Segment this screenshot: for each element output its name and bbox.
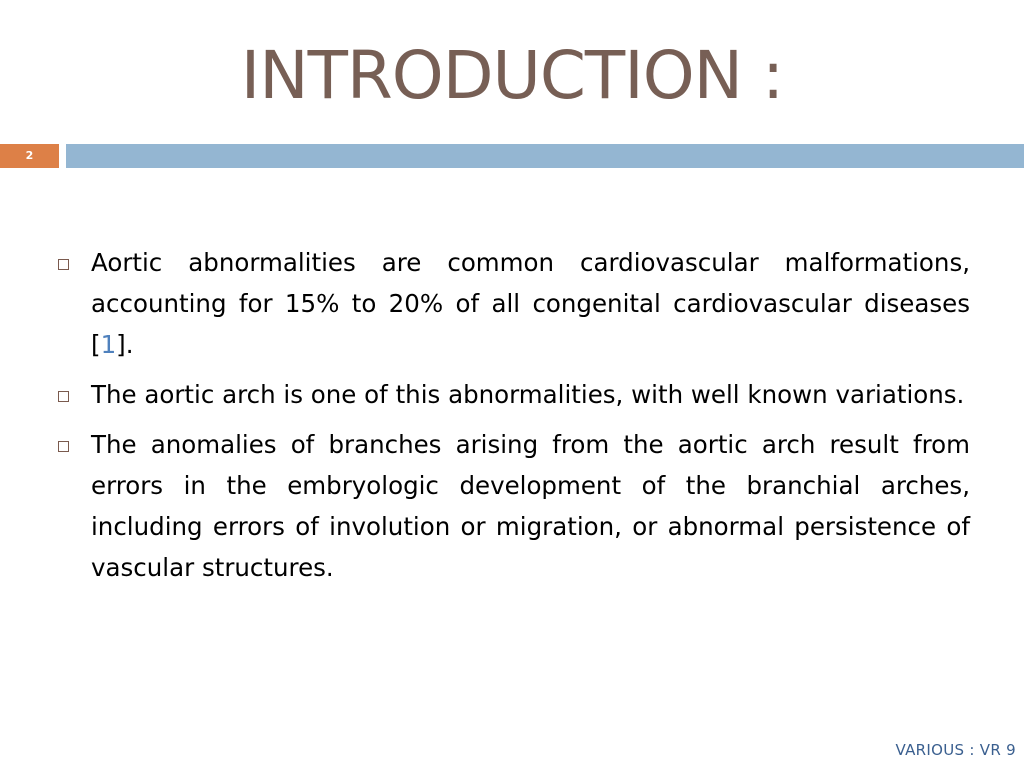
bullet-item-3 (56, 424, 970, 588)
reference-link[interactable]: 1 (100, 330, 117, 359)
square-bullet-icon (58, 441, 69, 452)
bullet-text-3: The anomalies of branches arising from the aortic arch result from errors in the embryologic development of the branchial arches, including errors of involution or migration, or abnormal persistence of vascular structures. (91, 430, 970, 582)
slide-title: INTRODUCTION : (240, 37, 784, 114)
slide-footer: VARIOUS : VR 9 (895, 741, 1016, 759)
bullet-1-text-after: ]. (116, 330, 134, 359)
bullet-item-2 (56, 374, 970, 415)
square-bullet-icon (58, 259, 69, 270)
bullet-list (56, 242, 970, 597)
bullet-text-2: The aortic arch is one of this abnormalities, with well known variations. (91, 380, 965, 409)
bullet-text-1 (91, 242, 970, 365)
bullet-item-1 (56, 242, 970, 365)
bullet-1-text-before: Aortic abnormalities are common cardiovascular malformations, accounting for 15% to 20% of all congenital cardiovascular diseases [ (91, 248, 970, 359)
title-divider-bar (66, 144, 1024, 168)
square-bullet-icon (58, 391, 69, 402)
slide-number-badge: 2 (0, 144, 59, 168)
